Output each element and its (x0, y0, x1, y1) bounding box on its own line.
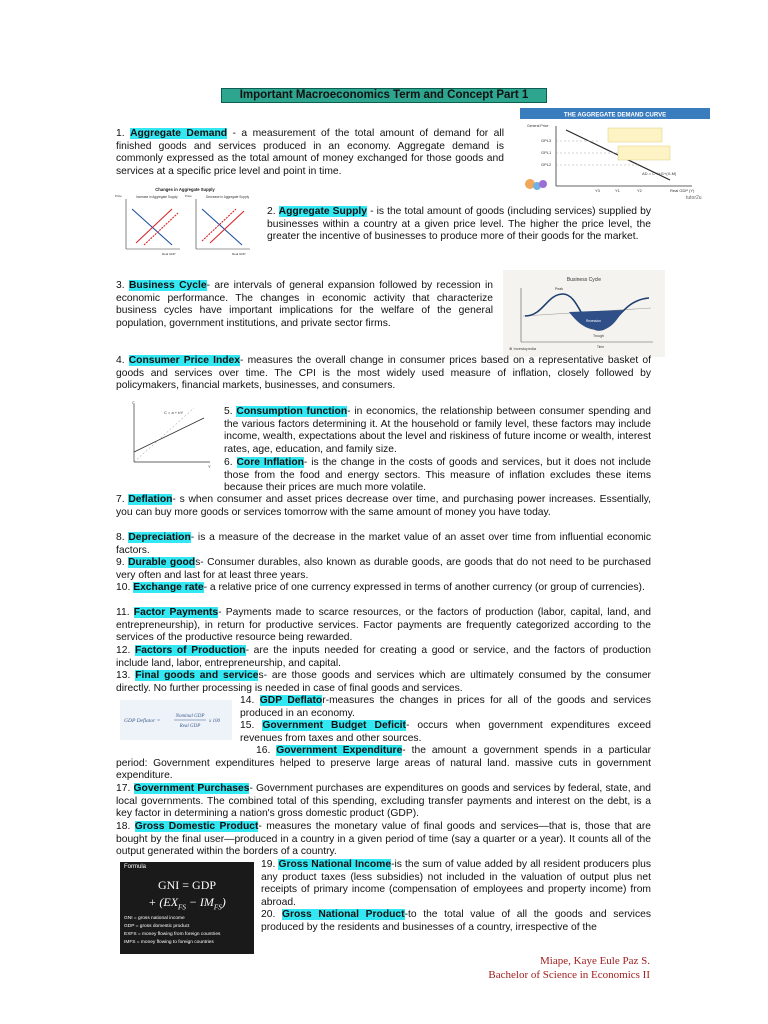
svg-text:Y: Y (208, 464, 211, 469)
author-degree: Bachelor of Science in Economics II (488, 969, 650, 981)
term-label: Consumption function (236, 406, 348, 417)
term-number: 15. (240, 720, 255, 731)
formula-legend: GNI = gross national income GDP = gross domestic product EXFS = money flowing from foreign countries IMFS = money flowing to foreign countries (124, 916, 221, 946)
term-definition: - in economics, the relationship between consumer spending and the various factors determining it. At the household or family level, these factors may include income, wealth, expectations about the level and riskiness of future income or wealth, interest rates, age, education, and family size. (224, 406, 651, 455)
term-label: Gross National Income (278, 859, 392, 870)
svg-text:C: C (132, 400, 135, 405)
term-definition: - occurs when government expenditures exceed revenues from taxes and other sources. (240, 720, 651, 744)
term-number: 4. (116, 355, 125, 366)
term-item-11 (116, 607, 651, 645)
term-definition: - is the total amount of goods (including services) supplied by businesses within a country at a given price level. The higher the price level, the greater the incentive of businesses to produce more of their goods for the market. (267, 206, 651, 242)
term-item-20 (261, 909, 651, 934)
gni-equation-line1: GNI = GDP (157, 878, 217, 892)
term-item-7 (116, 494, 651, 519)
svg-text:General Price: General Price (527, 124, 549, 128)
term-item-3 (116, 280, 493, 330)
term-number: 10. (116, 582, 131, 593)
term-number: 12. (116, 645, 131, 656)
term-definition: - are intervals of general expansion followed by recession in economic performance. The changes in economic activity that characterize business cycles have important implications for the welfare of the general population, government institutions, and private sector firms. (116, 280, 493, 329)
term-definition: - is a measure of the decrease in the market value of an asset over time from influential economic factors. (116, 532, 651, 556)
term-item-16 (116, 745, 651, 783)
term-definition: - are the inputs needed for creating a good or service, and the factors of production include land, labor, entrepreneurship, and capital. (116, 645, 651, 669)
term-definition: r-measures the changes in prices for all of the goods and services produced in an economy. (240, 695, 651, 719)
term-label: Deflation (128, 494, 173, 505)
svg-text:tutor2u: tutor2u (686, 195, 702, 200)
term-item-6 (224, 457, 651, 495)
svg-text:Price: Price (185, 194, 192, 198)
svg-text:GDP Deflator =: GDP Deflator = (124, 718, 161, 724)
term-definition: s- Consumer durables, also known as durable goods, are goods that do not need to be purchased very often and last for at least three years. (116, 557, 651, 581)
term-definition: - a measurement of the total amount of demand for all finished goods and services produced in an economy. Aggregate demand is commonly expressed as the total amount of money exchanged for those goods and services at a specific price level and point in time. (116, 128, 504, 177)
svg-text:Recession: Recession (586, 319, 601, 323)
term-label: Factor Payments (133, 607, 219, 618)
svg-text:Increase in Aggregate Supply: Increase in Aggregate Supply (136, 195, 178, 199)
consumption-function-figure (124, 400, 214, 470)
term-definition: s- are those goods and services which are ultimately consumed by the consumer directly. No further processing is needed in case of final goods and services. (116, 670, 651, 694)
term-definition: - a relative price of one currency expressed in terms of another currency (or group of currencies). (203, 582, 645, 593)
term-number: 17. (116, 783, 131, 794)
term-definition: - Payments made to scarce resources, or the factors of production (labor, capital, land, and entrepreneurship), in return for productive services. Factor payments are frequently categorized according to the services of the productive resource being rewarded. (116, 607, 651, 643)
term-number: 7. (116, 494, 125, 505)
gni-formula-figure (120, 862, 254, 954)
svg-text:Nominal GDP: Nominal GDP (175, 714, 205, 719)
term-definition: -is the sum of value added by all resident producers plus any product taxes (less subsidies) not included in the valuation of output plus net receipts of primary income (compensation of employees and property income) from abroad. (261, 859, 651, 908)
svg-text:Changes in Aggregate Supply: Changes in Aggregate Supply (155, 187, 215, 192)
term-label: Factors of Production (135, 645, 246, 656)
term-label: Aggregate Demand (130, 128, 228, 139)
business-cycle-figure (503, 270, 665, 357)
term-label: Business Cycle (128, 280, 207, 291)
term-label: Government Budget Deficit (262, 720, 406, 731)
svg-text:Business Cycle: Business Cycle (566, 277, 602, 283)
term-definition: - measures the overall change in consumer prices based on a representative basket of goods and services over time. The CPI is the most widely used measure of inflation, closely followed by policymakers, financial markets, businesses, and consumers. (116, 355, 651, 391)
svg-text:Real GDP: Real GDP (179, 724, 201, 729)
term-item-8 (116, 532, 651, 557)
term-number: 8. (116, 532, 125, 543)
term-item-13 (116, 670, 651, 695)
author-name: Miape, Kaye Eule Paz S. (540, 955, 650, 967)
gni-equation-line2: + $(EX_{FS} - IM_{FS})$ (148, 895, 226, 912)
term-label: Core Inflation (236, 457, 304, 468)
term-number: 1. (116, 128, 125, 139)
svg-text:x 100: x 100 (209, 719, 220, 724)
term-item-18 (116, 821, 651, 859)
term-label: Government Purchases (133, 783, 250, 794)
term-label: GDP Deflato (259, 695, 323, 706)
term-item-4 (116, 355, 651, 393)
term-number: 9. (116, 557, 125, 568)
term-label: Government Expenditure (276, 745, 403, 756)
term-label: Final goods and service (135, 670, 259, 681)
aggregate-demand-figure (520, 108, 710, 200)
svg-text:GPL2: GPL2 (541, 162, 552, 167)
svg-text:Trough: Trough (593, 334, 604, 338)
term-number: 19. (261, 859, 276, 870)
term-number: 6. (224, 457, 233, 468)
term-item-17 (116, 783, 651, 821)
term-label: Exchange rate (133, 582, 204, 593)
term-item-14 (240, 695, 651, 720)
term-number: 5. (224, 406, 233, 417)
term-number: 2. (267, 206, 276, 217)
svg-text:Price: Price (115, 194, 122, 198)
svg-text:Peak: Peak (555, 287, 563, 291)
term-number: 14. (240, 695, 255, 706)
svg-text:Real GDP: Real GDP (232, 252, 246, 256)
term-definition: - the amount a government spends in a particular period: Government expenditures helped to preserve large areas of natural land. massive cuts in government expenditure. (116, 745, 651, 781)
term-label: Consumer Price Index (128, 355, 241, 366)
term-definition: - Government purchases are expenditures on goods and services by federal, state, and local governments. The combined total of this spending, excluding transfer payments and interest on the debt, is a key factor in determining a nation's gross domestic product (GDP). (116, 783, 651, 819)
term-number: 16. (256, 745, 271, 756)
term-item-15 (240, 720, 651, 745)
term-number: 18. (116, 821, 131, 832)
svg-text:⊗ Investopedia: ⊗ Investopedia (509, 346, 537, 351)
term-label: Aggregate Supply (278, 206, 367, 217)
term-item-1 (116, 128, 504, 178)
term-item-2 (267, 206, 651, 244)
term-number: 13. (116, 670, 131, 681)
term-label: Durable good (128, 557, 196, 568)
term-item-9 (116, 557, 651, 582)
term-number: 11. (116, 607, 130, 618)
term-label: Depreciation (128, 532, 191, 543)
svg-text:Y1: Y1 (615, 188, 620, 193)
svg-text:C = a + bY: C = a + bY (164, 410, 184, 415)
term-item-10 (116, 582, 651, 595)
svg-text:Y2: Y2 (637, 188, 642, 193)
svg-text:Real GDP: Real GDP (162, 252, 176, 256)
term-label: Gross National Product (281, 909, 405, 920)
gdp-deflator-formula (120, 700, 232, 740)
term-definition: - measures the monetary value of final goods and services—that is, those that are bought by the final user—produced in a country in a given period of time (say a quarter or a year). It counts all of the output generated within the borders of a country. (116, 821, 651, 857)
term-definition: -to the total value of all the goods and services produced by the residents and businesses of a country, irrespective of the (261, 909, 651, 933)
svg-text:GPL3: GPL3 (541, 138, 552, 143)
svg-text:GPL1: GPL1 (541, 150, 552, 155)
svg-text:Y3: Y3 (595, 188, 600, 193)
term-number: 20. (261, 909, 276, 920)
svg-text:AD = C+I+G+(X-M): AD = C+I+G+(X-M) (642, 171, 677, 176)
formula-label: Formula (124, 864, 147, 870)
term-number: 3. (116, 280, 125, 291)
svg-text:Real GDP (Y): Real GDP (Y) (670, 188, 695, 193)
term-definition: - is the change in the costs of goods and services, but it does not include those from the food and energy sectors. This measure of inflation excludes these items because their prices are much more volatile. (224, 457, 651, 493)
svg-text:THE AGGREGATE DEMAND CURVE: THE AGGREGATE DEMAND CURVE (563, 112, 667, 119)
term-item-19 (261, 859, 651, 909)
term-definition: - s when consumer and asset prices decrease over time, and purchasing power increases. Essentially, you can buy more goods or services tomorrow with the same amount of money you have today. (116, 494, 651, 518)
term-item-5 (224, 406, 651, 456)
term-label: Gross Domestic Product (134, 821, 259, 832)
term-item-12 (116, 645, 651, 670)
svg-text:Decrease in Aggregate Supply: Decrease in Aggregate Supply (206, 195, 250, 199)
document-title: Important Macroeconomics Term and Concept Part 1 (221, 88, 547, 103)
aggregate-supply-figure (114, 185, 256, 261)
svg-text:Time: Time (597, 345, 604, 349)
